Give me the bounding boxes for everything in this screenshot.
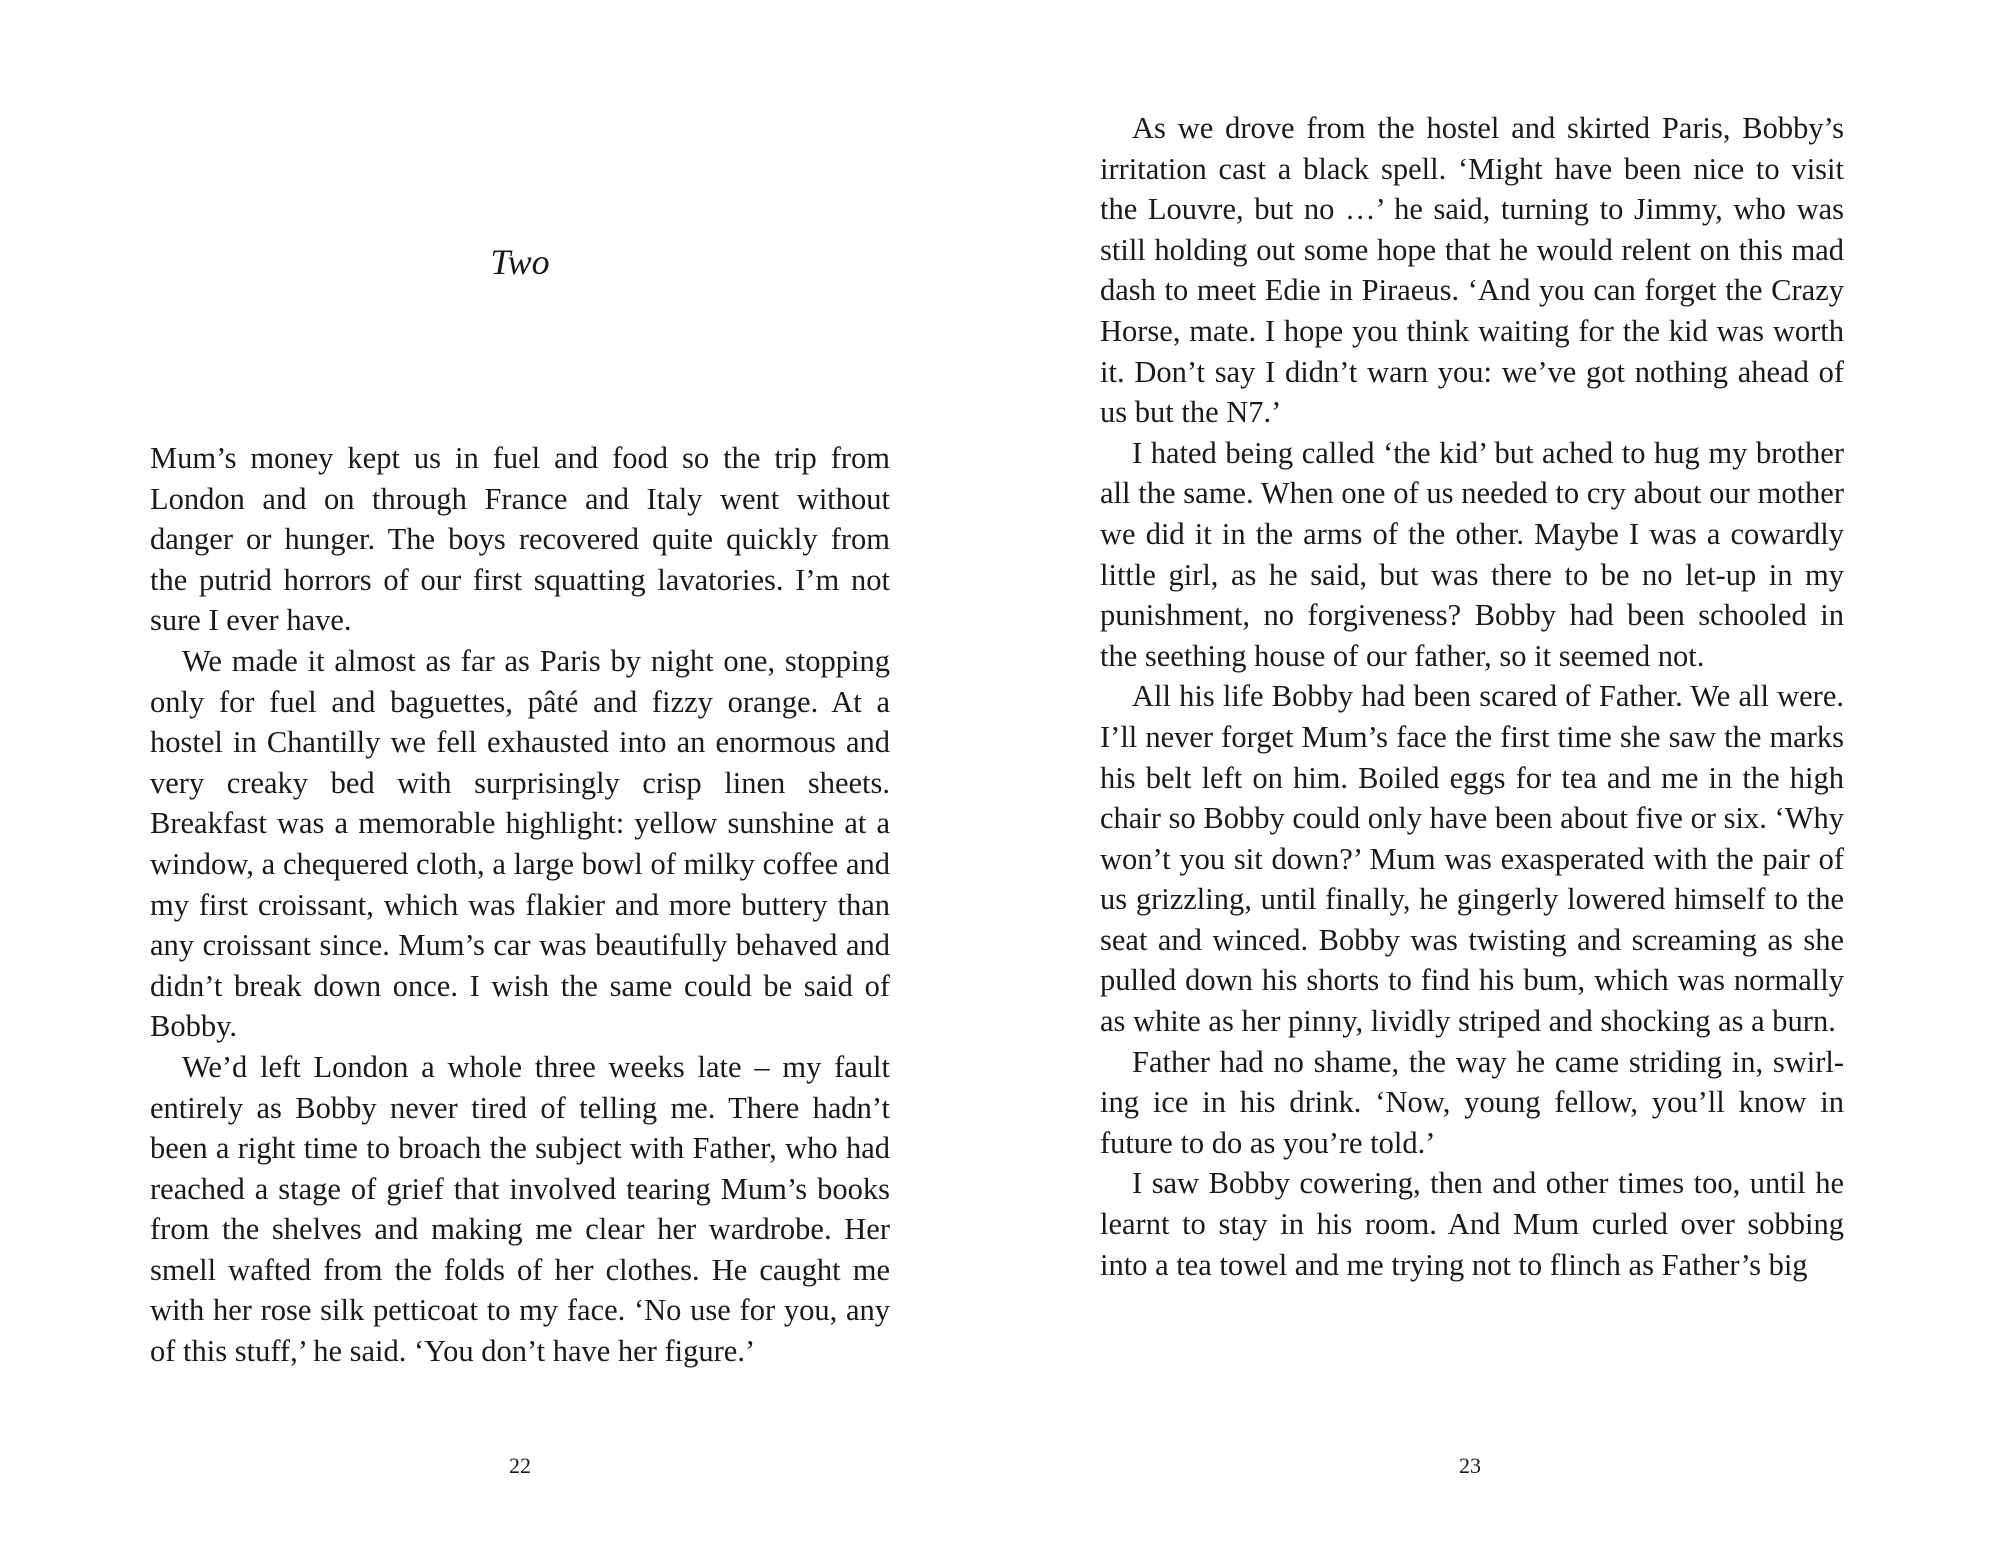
page-number: 22 bbox=[509, 1453, 531, 1478]
right-page bbox=[1000, 0, 2000, 1545]
left-page-body bbox=[150, 438, 890, 1372]
paragraph: Father had no shame, the way he came striding in, swirling ice in his drink. ‘Now, young fellow, you’ll know in future to do as you’re told.’ bbox=[1100, 1044, 1844, 1160]
paragraph: We made it almost as far as Paris by night one, stopping only for fuel and baguettes, pâté and fizzy orange. At a hostel in Chantilly we fell exhausted into an enormous and very creaky bed with surprisingly crisp linen sheets. Breakfast was a memorable highlight: yellow sunshine at a window, a chequered cloth, a large bowl of milky coffee and my first croissant, which was flakier and more buttery than any croissant since. Mum’s car was beautifully behaved and didn’t break down once. I wish the same could be said of Bobby. bbox=[150, 643, 890, 1044]
chapter-title: Two bbox=[490, 242, 550, 282]
page-number: 23 bbox=[1459, 1453, 1481, 1478]
right-page-body bbox=[1100, 108, 1844, 1285]
paragraph: All his life Bobby had been scared of Father. We all were. I’ll never forget Mum’s face the first time she saw the marks his belt left on him. Boiled eggs for tea and me in the high chair so Bobby could only have been about five or six. ‘Why won’t you sit down?’ Mum was exasperated with the pair of us grizzling, until finally, he gingerly lowered himself to the seat and winced. Bobby was twisting and screaming as she pulled down his shorts to find his bum, which was normally as white as her pinny, lividly striped and shocking as a burn. bbox=[1100, 679, 1844, 1039]
paragraph: Mum’s money kept us in fuel and food so the trip from London and on through France and Italy went without danger or hunger. The boys recovered quite quickly from the putrid horrors of our first squatting lavatories. I’m not sure I ever have. bbox=[150, 441, 890, 638]
paragraph: We’d left London a whole three weeks late – my fault entirely as Bobby never tired of telling me. There hadn’t been a right time to broach the subject with Father, who had reached a stage of grief that involved tearing Mum’s books from the shelves and making me clear her wardrobe. Her smell wafted from the folds of her clothes. He caught me with her rose silk petticoat to my face. ‘No use for you, any of this stuff,’ he said. ‘You don’t have her figure.’ bbox=[150, 1049, 890, 1369]
paragraph: As we drove from the hostel and skirted Paris, Bobby’s irritation cast a black spell. ‘Might have been nice to visit the Louvre, but no …’ he said, turning to Jimmy, who was still holding out some hope that he would relent on this mad dash to meet Edie in Piraeus. ‘And you can forget the Crazy Horse, mate. I hope you think waiting for the kid was worth it. Don’t say I didn’t warn you: we’ve got nothing ahead of us but the N7.’ bbox=[1100, 111, 1844, 430]
paragraph: I hated being called ‘the kid’ but ached to hug my brother all the same. When one of us needed to cry about our mother we did it in the arms of the other. Maybe I was a cowardly little girl, as he said, but was there to be no let-up in my punishment, no forgiveness? Bobby had been schooled in the seething house of our father, so it seemed not. bbox=[1100, 435, 1844, 673]
paragraph: I saw Bobby cowering, then and other times too, until he learnt to stay in his room. And Mum curled over sobbing into a tea towel and me trying not to flinch as Father’s big bbox=[1100, 1166, 1844, 1282]
